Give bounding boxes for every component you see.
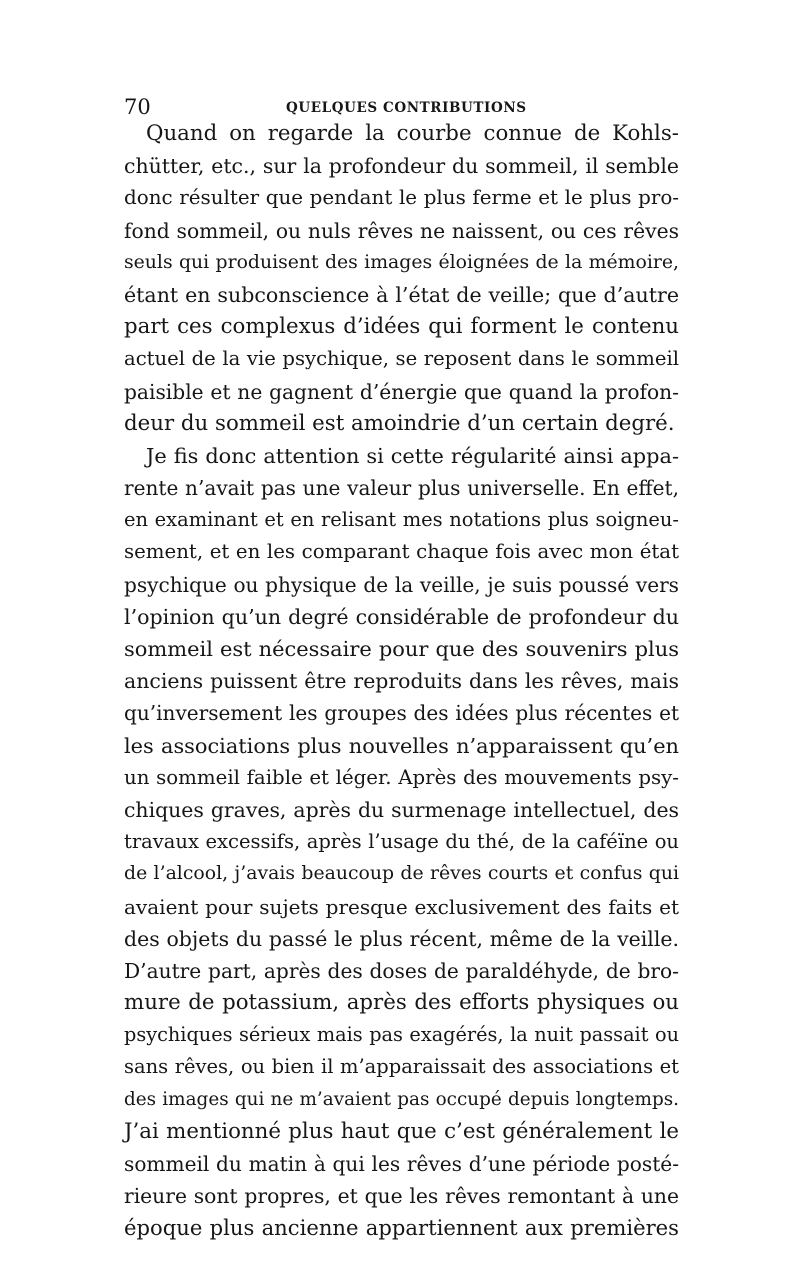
text-line: l’opinion qu’un degré considérable de profondeur du	[124, 604, 679, 629]
text-line: anciens puissent être reproduits dans les rêves, mais	[124, 669, 679, 694]
text-line: J’ai mentionné plus haut que c’est généralement le	[124, 1118, 679, 1144]
text-line: sans rêves, ou bien il m’apparaissait des associations et	[124, 1055, 679, 1079]
text-line: deur du sommeil est amoindrie d’un certain degré.	[124, 410, 675, 436]
text-line: travaux excessifs, après l’usage du thé, de la caféïne ou	[124, 830, 679, 854]
text-line: des objets du passé le plus récent, même de la veille.	[124, 926, 679, 951]
text-line: de l’alcool, j’avais beaucoup de rêves courts et confus qui	[124, 863, 679, 885]
text-line: paisible et ne gagnent d’énergie que quand la profon-	[124, 379, 679, 404]
text-line: avaient pour sujets presque exclusivement des faits et	[124, 894, 679, 919]
text-line: Je fis donc attention si cette régularité ainsi appa-	[146, 443, 679, 468]
text-line: étant en subconscience à l’état de veille; que d’autre	[124, 282, 679, 307]
running-head: QUELQUES CONTRIBUTIONS	[286, 100, 527, 116]
text-line: en examinant et en relisant mes notations plus soigneu-	[124, 508, 679, 532]
text-line: Quand on regarde la courbe connue de Kohls-	[146, 121, 679, 146]
text-line: époque plus ancienne appartiennent aux premières	[124, 1215, 679, 1241]
text-line: sement, et en les comparant chaque fois avec mon état	[124, 540, 679, 564]
text-line: chiques graves, après du surmenage intellectuel, des	[124, 797, 679, 822]
text-line: chütter, etc., sur la profondeur du sommeil, il semble	[124, 154, 679, 179]
text-line: des images qui ne m’avaient pas occupé depuis longtemps.	[124, 1088, 679, 1110]
text-line: un sommeil faible et léger. Après des mouvements psy-	[124, 765, 679, 789]
text-line: psychique ou physique de la veille, je suis poussé vers	[124, 572, 679, 597]
text-line: actuel de la vie psychique, se reposent dans le sommeil	[124, 347, 679, 371]
text-line: les associations plus nouvelles n’apparaissent qu’en	[124, 733, 679, 758]
text-line: psychiques sérieux mais pas exagérés, la nuit passait ou	[124, 1023, 679, 1047]
text-line: sommeil est nécessaire pour que des souvenirs plus	[124, 637, 679, 661]
text-line: mure de potassium, après des efforts physiques ou	[124, 990, 679, 1016]
text-line: seuls qui produisent des images éloignées de la mémoire,	[124, 251, 679, 273]
text-line: donc résulter que pendant le plus ferme et le plus pro-	[124, 186, 679, 210]
text-line: sommeil du matin à qui les rêves d’une période posté-	[124, 1152, 679, 1176]
text-line: D’autre part, après des doses de paraldéhyde, de bro-	[124, 958, 679, 983]
body-text	[124, 118, 679, 1245]
text-line: part ces complexus d’idées qui forment le contenu	[124, 314, 679, 340]
text-line: fond sommeil, ou nuls rêves ne naissent, ou ces rêves	[124, 218, 679, 243]
text-line: qu’inversement les groupes des idées plus récentes et	[124, 701, 679, 726]
page-header	[124, 96, 679, 118]
page-number: 70	[124, 95, 151, 119]
text-line: rente n’avait pas une valeur plus universelle. En effet,	[124, 476, 679, 501]
text-line: rieure sont propres, et que les rêves remontant à une	[124, 1184, 679, 1209]
